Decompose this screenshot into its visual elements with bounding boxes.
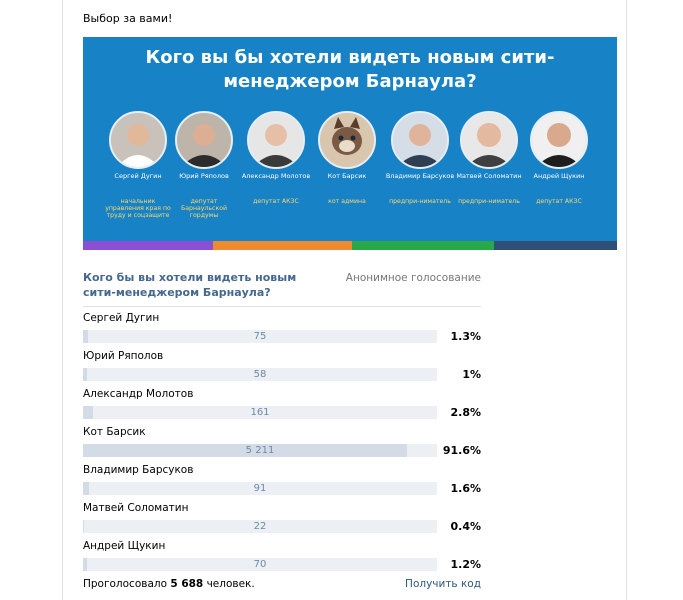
poll-option-percent: 0.4% — [450, 520, 481, 533]
poll-option-votes: 161 — [250, 407, 270, 418]
poll-total-suffix: человек. — [206, 578, 255, 590]
banner-color-stripes — [83, 241, 617, 250]
candidate-name: Кот Барсик — [327, 172, 367, 180]
stripe-purple — [83, 241, 213, 250]
poll-type: Анонимное голосование — [345, 272, 481, 284]
poll-question: Кого бы вы хотели видеть новым сити-менеджером Барнаула? — [83, 271, 297, 299]
candidate-role: предпри-ниматель — [458, 198, 520, 205]
poll-option-label: Александр Молотов — [83, 388, 194, 400]
candidate-role: начальник управления края по труду и соцзащите — [105, 198, 171, 219]
candidate-photo — [318, 111, 376, 169]
poll-option-votes: 58 — [253, 369, 267, 380]
poll-option-percent: 2.8% — [450, 406, 481, 419]
poll-option-label: Юрий Ряполов — [83, 350, 164, 362]
candidate-photo — [109, 111, 167, 169]
candidate-card — [103, 111, 173, 219]
poll-option-votes: 75 — [253, 331, 267, 342]
candidate-photo — [460, 111, 518, 169]
poll-option-votes: 5 211 — [245, 445, 275, 456]
candidate-photo — [247, 111, 305, 169]
poll-option-label: Сергей Дугин — [83, 312, 160, 324]
candidate-card — [241, 111, 311, 205]
poll-option[interactable] — [83, 426, 481, 457]
candidate-role: кот админа — [328, 198, 366, 205]
candidate-photo — [530, 111, 588, 169]
poll-option-votes: 91 — [253, 483, 267, 494]
poll-option[interactable] — [83, 388, 481, 419]
candidate-name: Матвей Соломатин — [456, 172, 522, 180]
candidate-name: Юрий Ряполов — [179, 172, 229, 180]
poll-option-percent: 1.6% — [450, 482, 481, 495]
poll-option-percent: 1.2% — [450, 558, 481, 571]
poll-option-percent: 1.3% — [450, 330, 481, 343]
poll-option-label: Владимир Барсуков — [83, 464, 194, 476]
candidate-name: Александр Молотов — [241, 172, 311, 180]
poll-option[interactable] — [83, 502, 481, 533]
poll-option-percent: 1% — [462, 368, 481, 381]
poll-banner-image — [83, 37, 617, 250]
stripe-orange — [213, 241, 352, 250]
get-code-link[interactable]: Получить код — [405, 578, 481, 590]
poll-total-count: 5 688 — [170, 578, 204, 590]
candidate-name: Андрей Щукин — [533, 172, 585, 180]
poll-header — [83, 270, 481, 307]
poll-option-percent: 91.6% — [442, 444, 481, 457]
banner-title — [83, 46, 617, 94]
candidate-photo — [175, 111, 233, 169]
candidate-role: депутат Барнаульской гордумы — [180, 198, 227, 219]
poll-total — [83, 578, 255, 590]
candidate-name: Сергей Дугин — [114, 172, 162, 180]
candidate-role: депутат АКЗС — [253, 198, 299, 205]
poll-option-label: Матвей Соломатин — [83, 502, 189, 514]
stripe-navy — [494, 241, 617, 250]
candidate-card — [524, 111, 594, 205]
candidate-role: предпри-ниматель — [389, 198, 451, 205]
candidate-card — [312, 111, 382, 205]
candidate-photo — [391, 111, 449, 169]
stripe-green — [352, 241, 494, 250]
poll-option[interactable] — [83, 540, 481, 571]
poll-option[interactable] — [83, 464, 481, 495]
candidate-card — [169, 111, 239, 219]
poll-option-label: Андрей Щукин — [83, 540, 166, 552]
candidate-name: Владимир Барсуков — [385, 172, 455, 180]
banner-title-line1: Кого вы бы хотели видеть новым сити- — [145, 47, 555, 68]
candidate-role: депутат АКЗС — [536, 198, 582, 205]
poll-option-label: Кот Барсик — [83, 426, 146, 438]
banner-title-line2: менеджером Барнаула? — [223, 71, 477, 92]
poll-option[interactable] — [83, 350, 481, 381]
post-text: Выбор за вами! — [83, 12, 173, 25]
poll-option[interactable] — [83, 312, 481, 343]
poll-widget — [83, 270, 481, 571]
poll-option-votes: 22 — [253, 521, 267, 532]
poll-footer — [83, 578, 481, 590]
poll-option-votes: 70 — [253, 559, 267, 570]
candidate-card — [385, 111, 455, 205]
poll-total-prefix: Проголосовало — [83, 578, 168, 590]
candidate-card — [454, 111, 524, 205]
